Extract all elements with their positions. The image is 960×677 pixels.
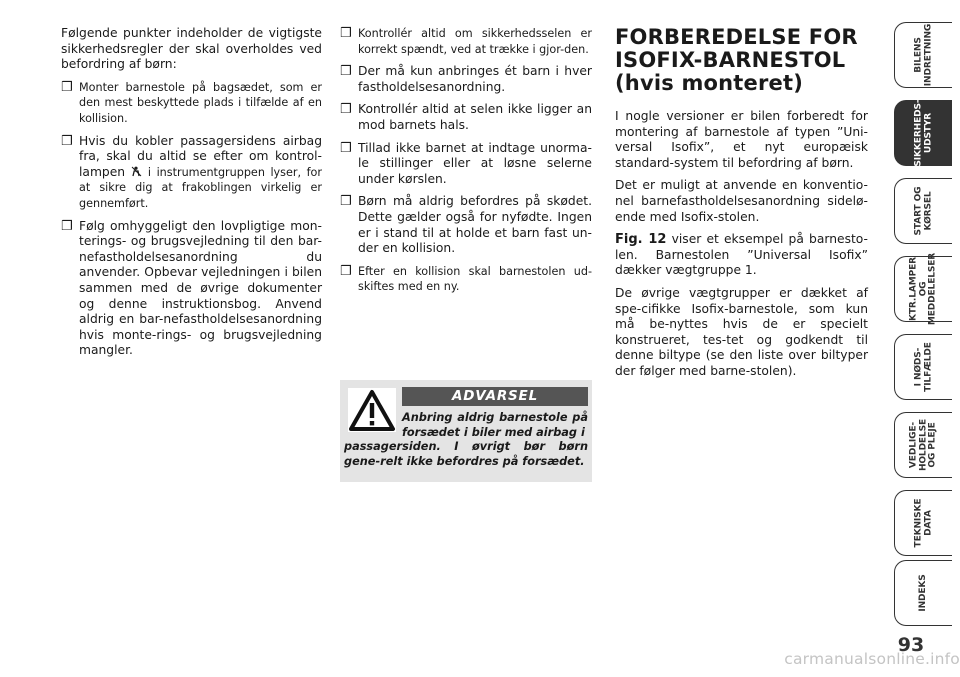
intro-paragraph: Følgende punkter indeholder de vigtigste sikkerhedsregler der skal overholdes ved befordring af børn: (61, 26, 322, 72)
page-number: 93 (897, 634, 925, 656)
checkbox-bullet-icon: ❒ (340, 194, 352, 210)
column-middle (340, 26, 592, 302)
tab-tekniske-data[interactable] (894, 490, 952, 556)
watermark: carmanualsonline.info (784, 650, 960, 668)
tab-bilens-indretning[interactable] (894, 22, 952, 88)
tab-label: KTR.LAMPER OG MEDDELELSER (908, 252, 938, 326)
checkbox-bullet-icon: ❒ (340, 26, 352, 41)
bullet-text: Hvis du kobler passagersidens airbag fra, skal du altid se efter om kontrol-lampen (79, 133, 322, 179)
paragraph: I nogle versioner er bilen forberedt for montering af barnestole af typen ”Uni-versal Isofix”, et nyt europæisk standard-system til befordring af børn. (615, 109, 868, 170)
bullet-text: Der må kun anbringes ét barn i hver fastholdelsesanordning. (358, 64, 592, 94)
checkbox-bullet-icon: ❒ (340, 263, 352, 279)
tab-label: SIKKERHEDS- UDSTYR (912, 99, 933, 167)
column-left (61, 26, 322, 366)
tab-ktr-lamper[interactable] (894, 252, 952, 326)
tab-label: I NØDS- TILFÆLDE (912, 342, 933, 392)
tab-vedligeholdelse[interactable] (894, 412, 952, 478)
bullet-item (61, 134, 322, 212)
warning-text (344, 411, 588, 469)
tab-sikkerhedsudstyr[interactable] (894, 100, 952, 166)
tab-start-og-korsel[interactable] (894, 178, 952, 244)
tab-label: START OG KØRSEL (912, 186, 933, 236)
tab-label: INDEKS (917, 574, 928, 612)
bullet-item (340, 64, 592, 95)
tab-label: VEDLIGE- HOLDELSE OG PLEJE (908, 418, 938, 472)
tab-indeks[interactable] (894, 560, 952, 626)
warning-text-second: passagersiden. I øvrigt bør børn gene-relt ikke befordres på forsædet. (344, 440, 588, 468)
warning-text-first: Anbring aldrig barnestole på forsædet i biler med airbag i (402, 411, 588, 439)
bullet-text-continued: i instrumentgruppen lyser, for at sikre dig at frakoblingen virkelig er gennemført. (79, 165, 322, 210)
checkbox-bullet-icon: ❒ (340, 102, 352, 118)
checkbox-bullet-icon: ❒ (61, 133, 73, 149)
bullet-text: Tillad ikke barnet at indtage unorma-le stillinger eller at løsne selerne under kørslen. (358, 140, 592, 186)
bullet-text: Kontrollér altid at selen ikke ligger an mod barnets hals. (358, 102, 592, 132)
bullet-text: Kontrollér altid om sikkerhedsselen er korrekt spændt, ved at trække i gjor-den. (358, 27, 592, 56)
bullet-item (340, 102, 592, 133)
airbag-off-lamp-icon (131, 166, 142, 177)
tab-label: TEKNISKE DATA (912, 498, 933, 548)
checkbox-bullet-icon: ❒ (61, 79, 73, 95)
paragraph (615, 232, 868, 279)
bullet-item (340, 26, 592, 57)
bullet-item (340, 264, 592, 295)
tab-label: BILENS INDRETNING (912, 23, 933, 87)
bullet-item (340, 194, 592, 256)
figure-reference: Fig. 12 (615, 232, 667, 248)
bullet-text: Monter barnestole på bagsædet, som er den mest beskyttede plads i tilfælde af en kollision. (79, 80, 322, 125)
side-tab-navigation (894, 0, 960, 677)
bullet-item (340, 141, 592, 188)
checkbox-bullet-icon: ❒ (340, 140, 352, 156)
paragraph-text: viser et eksempel på barnesto-len. Barnestolen ”Universal Isofix” dækker vægtgruppe 1. (615, 232, 868, 278)
bullet-item (61, 219, 322, 359)
checkbox-bullet-icon: ❒ (340, 64, 352, 80)
bullet-text: Børn må aldrig befordres på skødet. Dette gælder også for nyfødte. Ingen er i stand til at holde et barn fast un-der en kollision. (358, 194, 592, 256)
paragraph: Det er muligt at anvende en konventio-nel barnefastholdelsesanordning sidelø-ende med Isofix-stolen. (615, 178, 868, 224)
bullet-text: Efter en kollision skal barnestolen ud-skiftes med en ny. (358, 264, 592, 294)
bullet-item (61, 80, 322, 127)
tab-i-nodstilfaelde[interactable] (894, 334, 952, 400)
column-right (615, 26, 868, 387)
paragraph: De øvrige vægtgrupper er dækket af spe-cifikke Isofix-barnestole, som kun må be-nyttes hvis de er specielt konstrueret, tes-tet og godkendt til denne biltype (se den liste over biltyper der følger med barne-stolen). (615, 285, 868, 378)
section-heading: FORBEREDELSE FOR ISOFIX-BARNESTOL (hvis monteret) (615, 25, 858, 95)
bullet-text: Følg omhyggeligt den lovpligtige mon-terings- og brugsvejledning til den bar-nefastholdelsesanordning du anvender. Opbevar vejledningen i bilen sammen med de øvrige dokumenter og denne instruktionsbog. Anvend aldrig en bar-nefastholdelsesanordning hvis monte-rings- og brugsvejledning mangler. (79, 218, 322, 358)
checkbox-bullet-icon: ❒ (61, 218, 73, 234)
warning-box (340, 380, 592, 482)
warning-label: ADVARSEL (402, 387, 588, 406)
